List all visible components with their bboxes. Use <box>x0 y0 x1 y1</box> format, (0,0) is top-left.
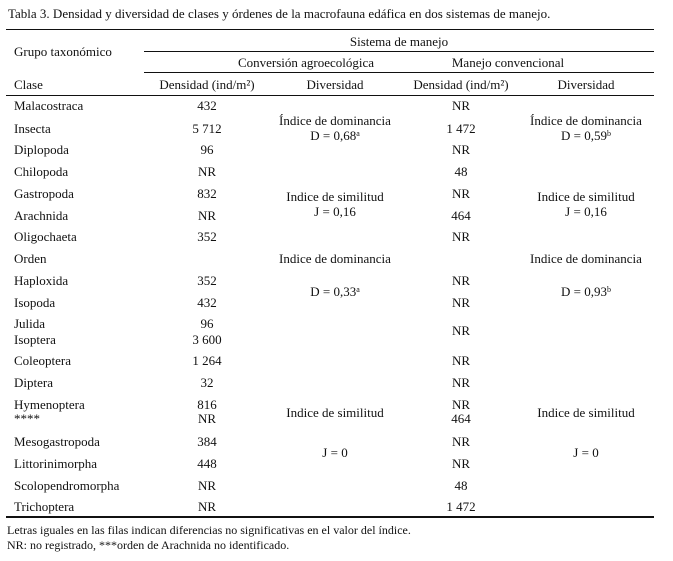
density-2-cell: NR <box>451 295 471 310</box>
header-diversidad-1: Diversidad <box>306 77 364 92</box>
row-name: Hymenoptera <box>14 397 85 412</box>
diversity-1-dominancia-value: D = 0,68$^a$ <box>310 128 360 143</box>
diversity-1-similitud-orden-value: J = 0 <box>322 445 348 460</box>
density-1-cell: 1 264 <box>192 353 222 368</box>
header-bottom-rule <box>6 95 654 96</box>
table-bottom-rule <box>6 516 654 518</box>
header-clase: Clase <box>14 77 43 92</box>
density-2-cell: NR <box>451 98 471 113</box>
density-2-cell: 1 472 <box>446 499 476 514</box>
row-name: Trichoptera <box>14 499 75 514</box>
density-1-cell: NR <box>197 499 217 514</box>
density-1-cell: 352 <box>197 229 217 244</box>
density-2-cell: NR <box>451 229 471 244</box>
density-1-cell: 432 <box>197 295 217 310</box>
header-densidad-1: Densidad (ind/m²) <box>159 77 255 92</box>
density-2-cell: 48 <box>454 478 468 493</box>
density-2-cell: NR <box>451 375 471 390</box>
row-name: Isoptera <box>14 332 56 347</box>
density-2-cell: NR <box>451 142 471 157</box>
density-1-cell: NR <box>197 411 217 426</box>
row-name: Diptera <box>14 375 53 390</box>
row-name-orden: Orden <box>14 251 47 266</box>
row-name: Coleoptera <box>14 353 72 368</box>
density-2-cell: NR <box>451 353 471 368</box>
density-2-cell: NR <box>451 186 471 201</box>
row-name: Gastropoda <box>14 186 74 201</box>
top-rule <box>6 29 654 30</box>
density-1-cell: 432 <box>197 98 217 113</box>
density-2-cell: NR <box>451 323 471 338</box>
diversity-1-dominancia-orden-value: D = 0,33$^a$ <box>310 284 360 299</box>
row-name: Julida <box>14 316 46 331</box>
footnote-nr: NR: no registrado, ***orden de Arachnida no identificado. <box>7 538 290 552</box>
header-conversion-agroecologica: Conversión agroecológica <box>237 55 375 70</box>
row-name: Mesogastropoda <box>14 434 100 449</box>
row-name: Diplopoda <box>14 142 69 157</box>
sistema-rule <box>144 51 654 52</box>
density-1-cell: 3 600 <box>192 332 222 347</box>
table-caption: Tabla 3. Densidad y diversidad de clases y órdenes de la macrofauna edáfica en dos sistemas de manejo. <box>8 6 551 21</box>
density-1-cell: 816 <box>197 397 217 412</box>
density-1-cell: 448 <box>197 456 217 471</box>
diversity-2-dominancia-orden-value: D = 0,93$^b$ <box>561 284 611 299</box>
header-manejo-convencional: Manejo convencional <box>451 55 565 70</box>
density-1-cell: 5 712 <box>192 121 222 136</box>
diversity-1-dominancia-label: Índice de dominancia <box>279 113 391 128</box>
header-densidad-2: Densidad (ind/m²) <box>413 77 509 92</box>
density-1-cell: 384 <box>197 434 217 449</box>
diversity-2-dominancia-value: D = 0,59$^b$ <box>561 128 611 143</box>
diversity-2-dominancia-orden-label: Indice de dominancia <box>530 251 642 266</box>
row-name: Arachnida <box>14 208 69 223</box>
density-2-cell: NR <box>451 273 471 288</box>
header-sistema-manejo: Sistema de manejo <box>349 34 449 49</box>
header-grupo-taxonomico: Grupo taxonómico <box>14 44 112 59</box>
row-name: **** <box>14 411 40 426</box>
density-1-cell: 96 <box>200 316 214 331</box>
subsystem-rule <box>144 72 654 73</box>
row-name: Chilopoda <box>14 164 69 179</box>
row-name: Haploxida <box>14 273 69 288</box>
diversity-1-similitud-label: Indice de similitud <box>286 189 384 204</box>
row-name: Scolopendromorpha <box>14 478 120 493</box>
diversity-1-similitud-orden-label: Indice de similitud <box>286 405 384 420</box>
row-name: Insecta <box>14 121 51 136</box>
diversity-1-dominancia-orden-label: Indice de dominancia <box>279 251 391 266</box>
diversity-2-similitud-value: J = 0,16 <box>565 204 607 219</box>
density-2-cell: 464 <box>451 411 471 426</box>
header-diversidad-2: Diversidad <box>557 77 615 92</box>
row-name: Malacostraca <box>14 98 84 113</box>
density-2-cell: 1 472 <box>446 121 476 136</box>
density-1-cell: 32 <box>200 375 214 390</box>
diversity-2-similitud-orden-label: Indice de similitud <box>537 405 635 420</box>
density-2-cell: 464 <box>451 208 471 223</box>
density-1-cell: NR <box>197 164 217 179</box>
density-1-cell: 96 <box>200 142 214 157</box>
row-name: Oligochaeta <box>14 229 77 244</box>
density-2-cell: NR <box>451 397 471 412</box>
diversity-1-similitud-value: J = 0,16 <box>314 204 356 219</box>
row-name: Isopoda <box>14 295 56 310</box>
diversity-2-similitud-orden-value: J = 0 <box>573 445 599 460</box>
footnote-significance: Letras iguales en las filas indican diferencias no significativas en el valor del índice. <box>7 523 411 537</box>
density-1-cell: 352 <box>197 273 217 288</box>
diversity-2-dominancia-label: Índice de dominancia <box>530 113 642 128</box>
density-1-cell: NR <box>197 208 217 223</box>
density-1-cell: NR <box>197 478 217 493</box>
density-2-cell: 48 <box>454 164 468 179</box>
density-2-cell: NR <box>451 434 471 449</box>
density-2-cell: NR <box>451 456 471 471</box>
diversity-2-similitud-label: Indice de similitud <box>537 189 635 204</box>
density-1-cell: 832 <box>197 186 217 201</box>
row-name: Littorinimorpha <box>14 456 98 471</box>
